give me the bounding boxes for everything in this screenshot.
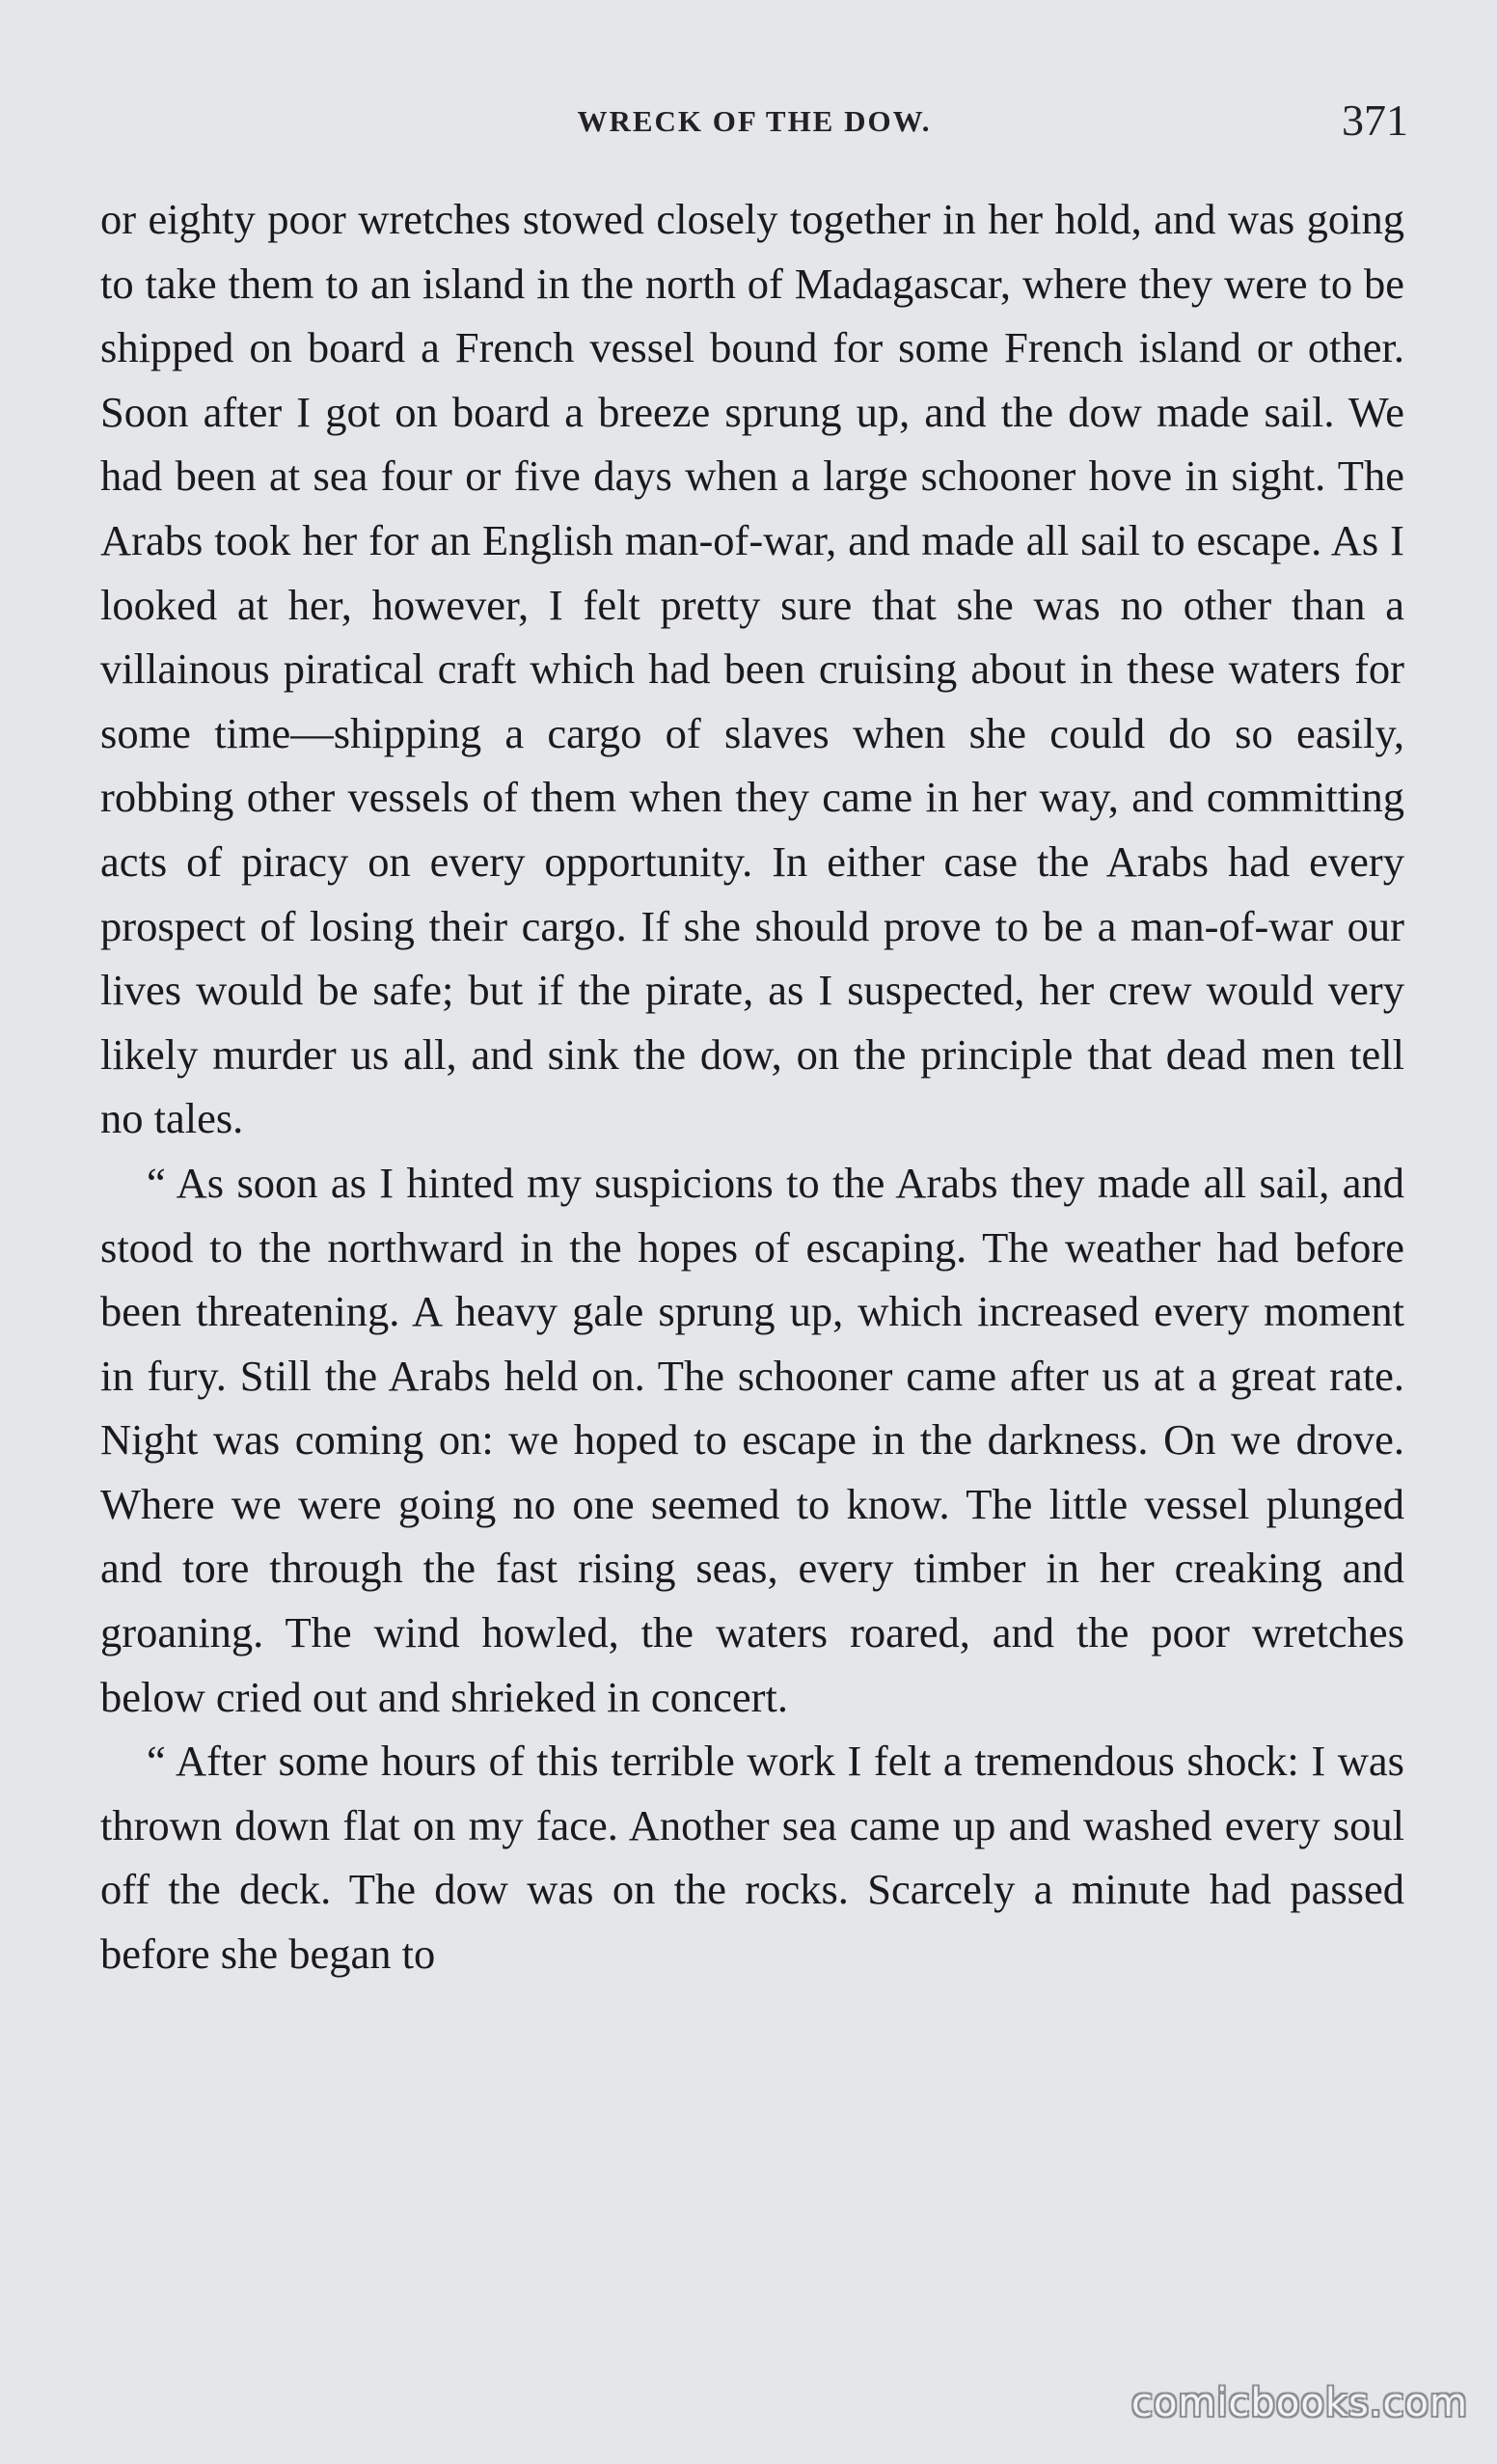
page-header [100,95,1408,145]
page-number: 371 [1342,96,1408,145]
body-text [100,187,1404,1986]
running-head: WRECK OF THE DOW. [577,104,932,138]
paragraph-1: or eighty poor wretches stowed closely together in her hold, and was going to take them to an island in the north of Madagascar, where they were to be shipped on board a French vessel bound for some French island or other. Soon after I got on board a breeze sprung up, and the dow made sail. We had been at sea four or five days when a large schooner hove in sight. The Arabs took her for an English man-of-war, and made all sail to escape. As I looked at her, however, I felt pretty sure that she was no other than a villainous piratical craft which had been cruising about in these waters for some time—shipping a cargo of slaves when she could do so easily, robbing other vessels of them when they came in her way, and committing acts of piracy on every opportunity. In either case the Arabs had every prospect of losing their cargo. If she should prove to be a man-of-war our lives would be safe; but if the pirate, as I suspected, her crew would very likely murder us all, and sink the dow, on the principle that dead men tell no tales. [100,195,1404,1143]
paragraph-2: “ As soon as I hinted my suspicions to the Arabs they made all sail, and stood to the northward in the hopes of escaping. The weather had before been threatening. A heavy gale sprung up, which increased every moment in fury. Still the Arabs held on. The schooner came after us at a great rate. Night was coming on: we hoped to escape in the darkness. On we drove. Where we were going no one seemed to know. The little vessel plunged and tore through the fast rising seas, every timber in her creaking and groaning. The wind howled, the waters roared, and the poor wretches below cried out and shrieked in concert. [100,1158,1404,1721]
paragraph-3: “ After some hours of this terrible work I felt a tremendous shock: I was thrown down flat on my face. Another sea came up and washed every soul off the deck. The dow was on the rocks. Scarcely a minute had passed before she began to [100,1737,1404,1979]
watermark: comicbooks.com [1130,2381,1468,2425]
